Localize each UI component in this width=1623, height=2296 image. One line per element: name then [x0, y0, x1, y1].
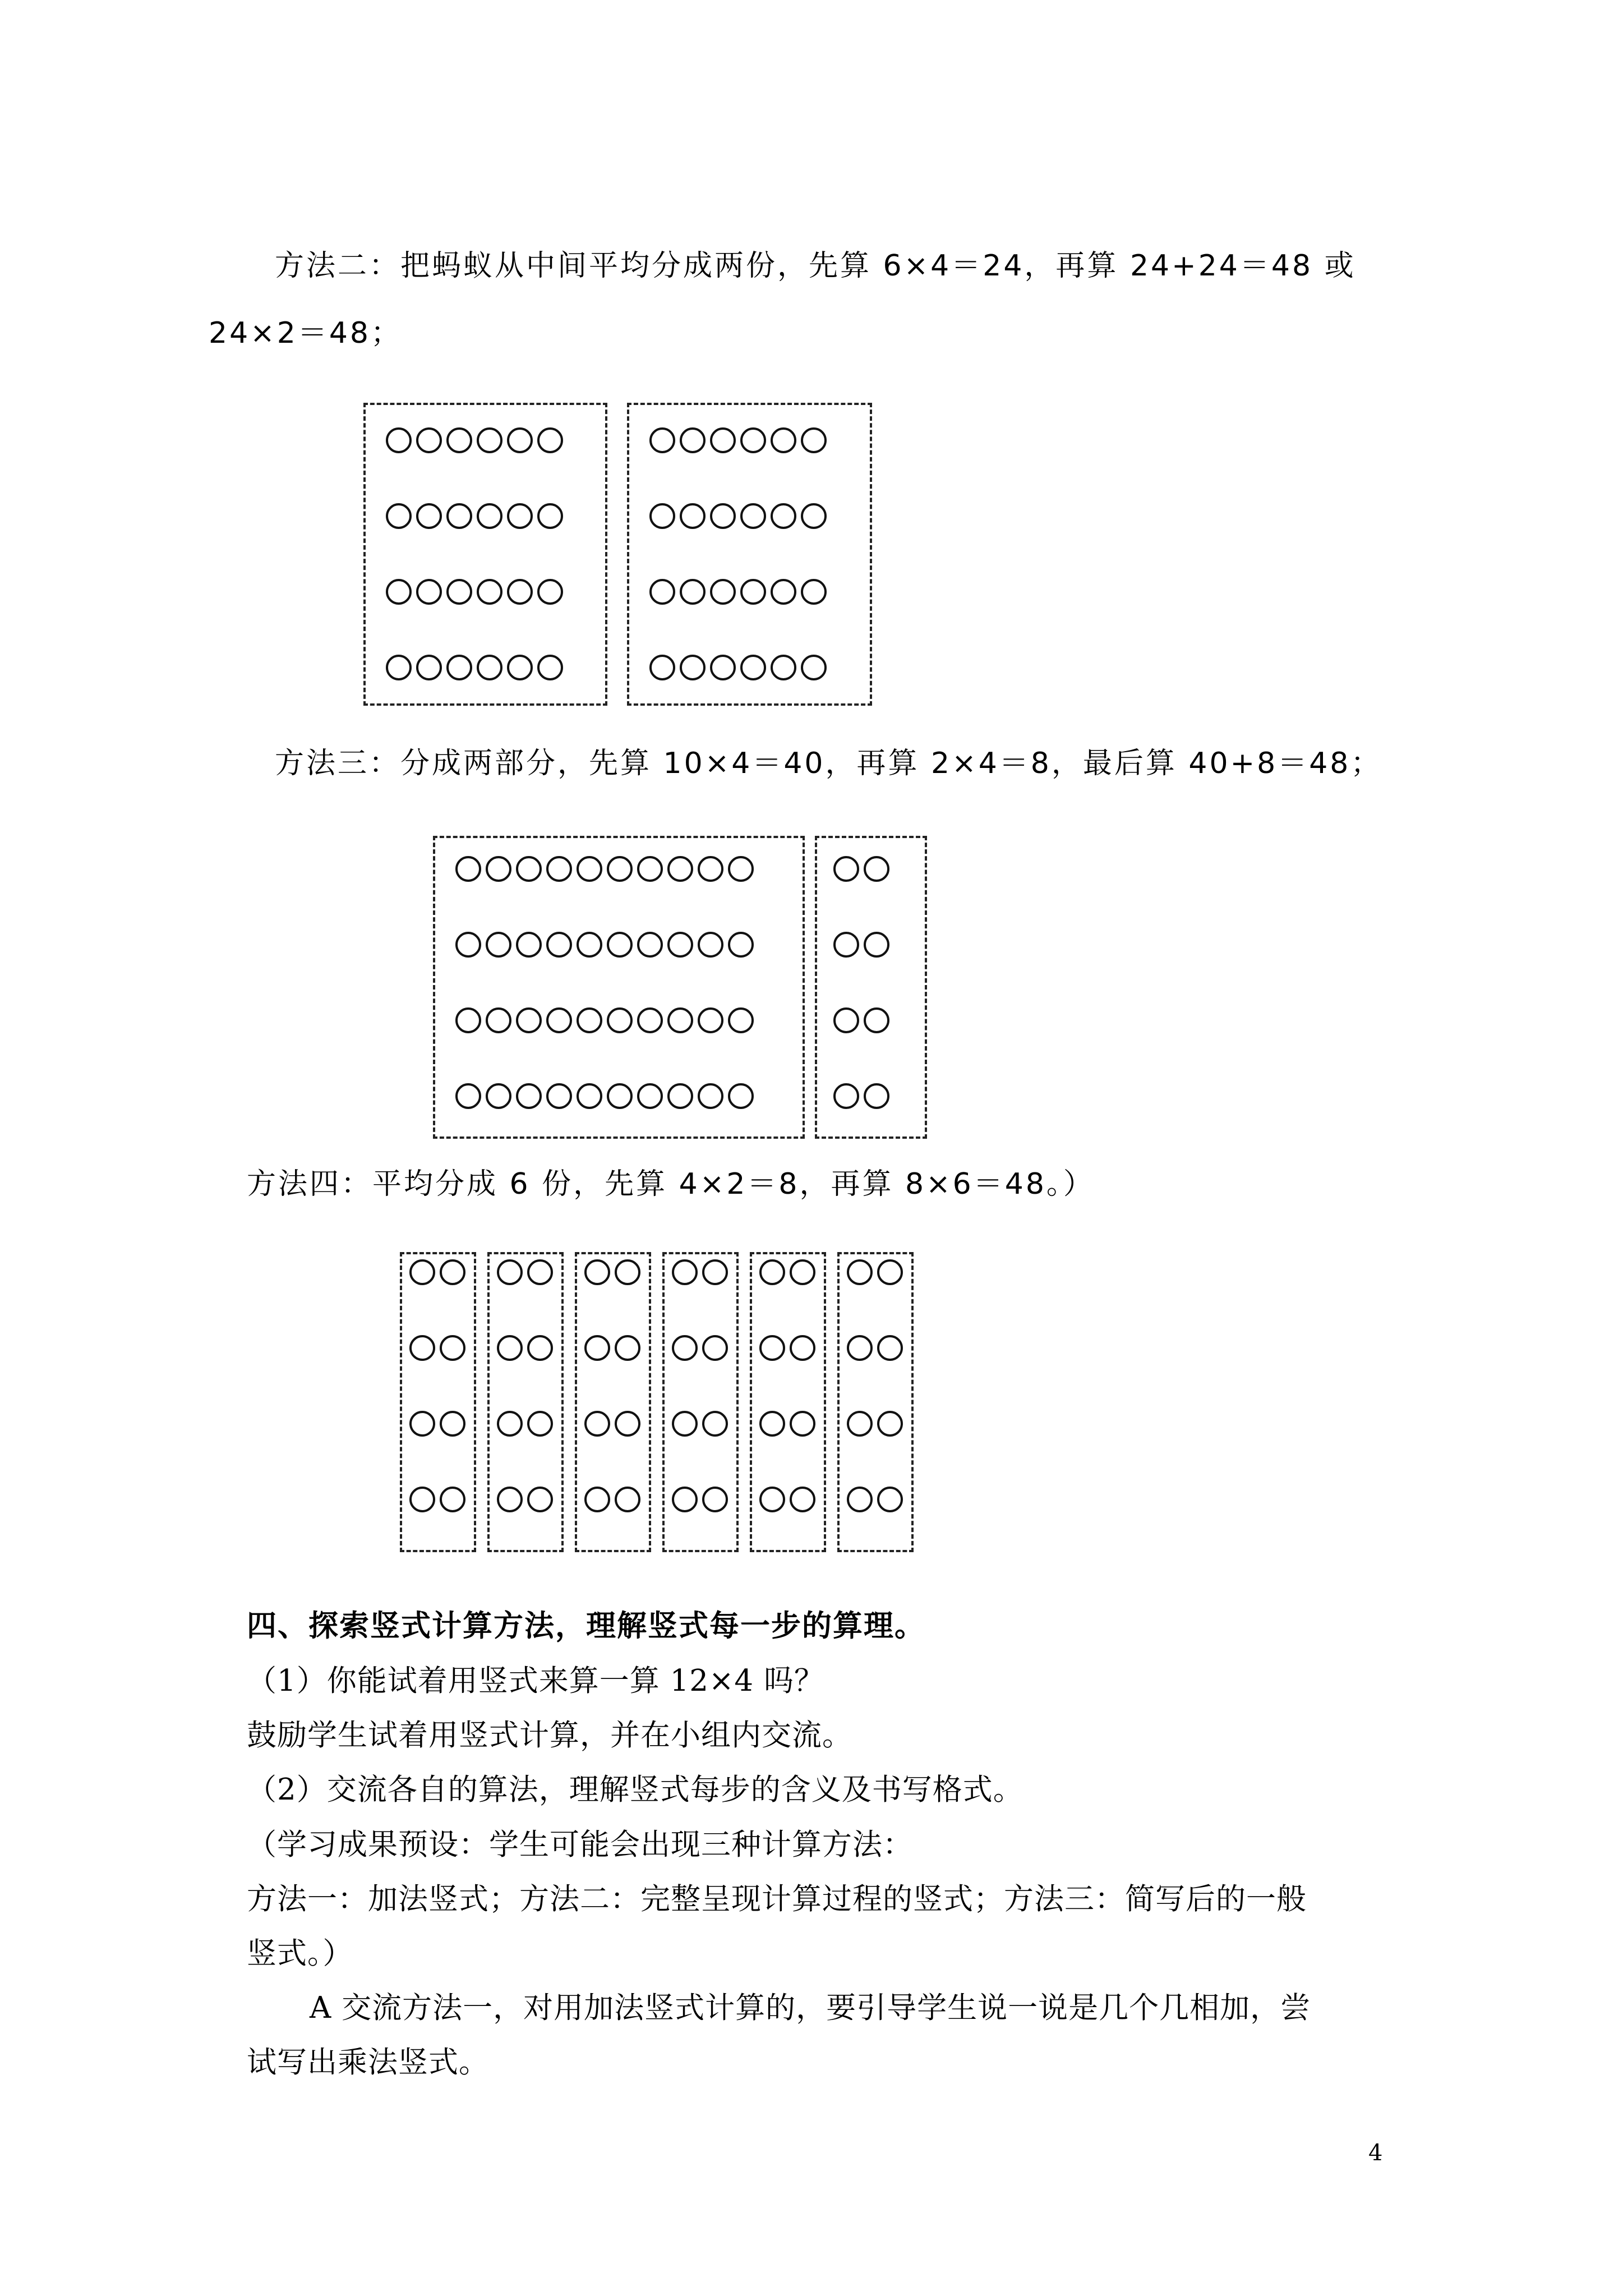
- method2-text-line2: 24×2＝48；: [209, 316, 402, 350]
- circle-row: [584, 1411, 640, 1437]
- circle-icon: [386, 503, 412, 529]
- circle-icon: [455, 932, 481, 958]
- circle-row: [386, 655, 563, 680]
- circle-row: [455, 932, 754, 958]
- circle-icon: [497, 1259, 523, 1285]
- circle-row: [833, 1007, 889, 1033]
- circle-icon: [446, 503, 472, 529]
- circle-icon: [637, 1007, 663, 1033]
- circle-icon: [833, 1007, 859, 1033]
- circle-icon: [759, 1487, 785, 1512]
- circle-row: [455, 1007, 754, 1033]
- circle-icon: [497, 1335, 523, 1361]
- circle-icon: [672, 1259, 698, 1285]
- circle-icon: [847, 1411, 873, 1437]
- circle-icon: [584, 1335, 610, 1361]
- section4-a-line1: A 交流方法一，对用加法竖式计算的，要引导学生说一说是几个几相加，尝: [310, 1991, 1311, 2025]
- circle-icon: [546, 932, 572, 958]
- method3-text: 方法三：分成两部分，先算 10×4＝40，再算 2×4＝8，最后算 40+8＝48；: [275, 747, 1382, 780]
- circle-icon: [698, 1007, 723, 1033]
- circle-icon: [637, 1083, 663, 1109]
- circle-icon: [584, 1411, 610, 1437]
- circle-icon: [416, 503, 442, 529]
- circle-icon: [771, 655, 796, 680]
- circle-icon: [486, 856, 511, 882]
- circle-row: [833, 932, 889, 958]
- circle-icon: [527, 1335, 553, 1361]
- circle-row: [672, 1411, 728, 1437]
- circle-icon: [698, 856, 723, 882]
- circle-icon: [477, 655, 502, 680]
- circle-icon: [728, 856, 754, 882]
- section4-heading: 四、探索竖式计算方法，理解竖式每一步的算理。: [247, 1609, 925, 1643]
- circle-icon: [577, 932, 602, 958]
- circle-icon: [546, 856, 572, 882]
- circle-row: [847, 1335, 903, 1361]
- circle-icon: [497, 1487, 523, 1512]
- circle-icon: [847, 1335, 873, 1361]
- circle-icon: [771, 427, 796, 453]
- circle-icon: [710, 503, 736, 529]
- circle-icon: [615, 1335, 640, 1361]
- circle-row: [672, 1259, 728, 1285]
- circle-row: [409, 1335, 465, 1361]
- circle-icon: [833, 1083, 859, 1109]
- circle-icon: [710, 427, 736, 453]
- circle-icon: [649, 655, 675, 680]
- circle-icon: [440, 1487, 465, 1512]
- circle-icon: [864, 1007, 889, 1033]
- circle-icon: [702, 1411, 728, 1437]
- circle-icon: [416, 427, 442, 453]
- circle-row: [409, 1411, 465, 1437]
- circle-row: [455, 856, 754, 882]
- section4-question-1: （1）你能试着用竖式来算一算 12×4 吗？: [247, 1664, 824, 1698]
- circle-icon: [607, 1007, 633, 1033]
- circle-icon: [507, 503, 533, 529]
- circle-icon: [649, 579, 675, 605]
- circle-icon: [386, 655, 412, 680]
- circle-icon: [386, 579, 412, 605]
- circle-row: [649, 655, 827, 680]
- circle-icon: [409, 1411, 435, 1437]
- method2-text-line1: 方法二：把蚂蚁从中间平均分成两份，先算 6×4＝24，再算 24+24＝48 或: [275, 249, 1356, 283]
- circle-row: [497, 1335, 553, 1361]
- circle-row: [759, 1259, 815, 1285]
- circle-icon: [615, 1411, 640, 1437]
- circle-row: [649, 427, 827, 453]
- circle-icon: [516, 1083, 542, 1109]
- circle-icon: [440, 1411, 465, 1437]
- circle-icon: [680, 427, 706, 453]
- circle-icon: [537, 579, 563, 605]
- circle-icon: [455, 1083, 481, 1109]
- circle-icon: [740, 427, 766, 453]
- circle-icon: [667, 1007, 693, 1033]
- circle-icon: [577, 856, 602, 882]
- circle-row: [386, 579, 563, 605]
- circle-icon: [486, 1007, 511, 1033]
- circle-icon: [864, 932, 889, 958]
- circle-icon: [507, 579, 533, 605]
- circle-icon: [702, 1487, 728, 1512]
- circle-icon: [637, 932, 663, 958]
- circle-icon: [527, 1487, 553, 1512]
- circle-icon: [477, 427, 502, 453]
- circle-icon: [710, 655, 736, 680]
- circle-row: [847, 1487, 903, 1512]
- circle-icon: [607, 932, 633, 958]
- circle-icon: [546, 1083, 572, 1109]
- circle-icon: [790, 1487, 815, 1512]
- circle-row: [497, 1259, 553, 1285]
- circle-icon: [446, 427, 472, 453]
- section4-question-1-desc: 鼓励学生试着用竖式计算，并在小组内交流。: [247, 1718, 852, 1752]
- circle-icon: [759, 1259, 785, 1285]
- circle-icon: [801, 655, 827, 680]
- circle-icon: [584, 1259, 610, 1285]
- circle-icon: [790, 1335, 815, 1361]
- circle-icon: [702, 1259, 728, 1285]
- circle-icon: [416, 579, 442, 605]
- circle-icon: [833, 932, 859, 958]
- circle-icon: [615, 1487, 640, 1512]
- circle-row: [672, 1335, 728, 1361]
- circle-icon: [864, 856, 889, 882]
- circle-icon: [577, 1007, 602, 1033]
- circle-row: [497, 1411, 553, 1437]
- circle-icon: [486, 1083, 511, 1109]
- circle-row: [386, 503, 563, 529]
- circle-icon: [740, 579, 766, 605]
- circle-icon: [409, 1335, 435, 1361]
- circle-icon: [877, 1411, 903, 1437]
- circle-icon: [477, 503, 502, 529]
- circle-icon: [607, 1083, 633, 1109]
- circle-icon: [455, 856, 481, 882]
- circle-row: [833, 1083, 889, 1109]
- circle-icon: [516, 856, 542, 882]
- circle-icon: [702, 1335, 728, 1361]
- circle-icon: [771, 579, 796, 605]
- circle-icon: [790, 1259, 815, 1285]
- circle-icon: [672, 1411, 698, 1437]
- circle-icon: [649, 427, 675, 453]
- circle-icon: [680, 655, 706, 680]
- circle-icon: [740, 503, 766, 529]
- circle-row: [759, 1335, 815, 1361]
- circle-icon: [516, 932, 542, 958]
- section4-a-line2: 试写出乘法竖式。: [247, 2045, 489, 2079]
- circle-icon: [877, 1487, 903, 1512]
- section4-methods-line2: 竖式。）: [247, 1936, 353, 1971]
- circle-icon: [537, 427, 563, 453]
- circle-row: [833, 856, 889, 882]
- circle-icon: [607, 856, 633, 882]
- circle-row: [386, 427, 563, 453]
- circle-icon: [728, 1007, 754, 1033]
- circle-row: [649, 579, 827, 605]
- circle-icon: [771, 503, 796, 529]
- circle-icon: [801, 503, 827, 529]
- circle-row: [409, 1259, 465, 1285]
- circle-icon: [864, 1083, 889, 1109]
- circle-icon: [728, 932, 754, 958]
- circle-icon: [728, 1083, 754, 1109]
- circle-icon: [649, 503, 675, 529]
- circle-icon: [440, 1259, 465, 1285]
- circle-icon: [577, 1083, 602, 1109]
- circle-icon: [672, 1335, 698, 1361]
- circle-icon: [416, 655, 442, 680]
- circle-row: [672, 1487, 728, 1512]
- circle-icon: [615, 1259, 640, 1285]
- circle-icon: [409, 1487, 435, 1512]
- circle-icon: [698, 1083, 723, 1109]
- circle-icon: [497, 1411, 523, 1437]
- circle-icon: [446, 579, 472, 605]
- circle-icon: [680, 503, 706, 529]
- circle-icon: [507, 655, 533, 680]
- circle-icon: [698, 932, 723, 958]
- circle-icon: [801, 427, 827, 453]
- method4-text: 方法四：平均分成 6 份，先算 4×2＝8，再算 8×6＝48。）: [247, 1167, 1095, 1201]
- circle-icon: [667, 932, 693, 958]
- circle-icon: [667, 1083, 693, 1109]
- circle-icon: [446, 655, 472, 680]
- circle-row: [584, 1259, 640, 1285]
- circle-icon: [801, 579, 827, 605]
- circle-icon: [790, 1411, 815, 1437]
- circle-icon: [710, 579, 736, 605]
- circle-icon: [877, 1259, 903, 1285]
- circle-row: [497, 1487, 553, 1512]
- circle-icon: [584, 1487, 610, 1512]
- circle-icon: [477, 579, 502, 605]
- circle-icon: [740, 655, 766, 680]
- circle-icon: [455, 1007, 481, 1033]
- circle-icon: [527, 1259, 553, 1285]
- circle-icon: [537, 503, 563, 529]
- circle-row: [847, 1259, 903, 1285]
- circle-icon: [637, 856, 663, 882]
- section4-methods-line1: 方法一：加法竖式；方法二：完整呈现计算过程的竖式；方法三：简写后的一般: [247, 1882, 1307, 1916]
- section4-preset: （学习成果预设：学生可能会出现三种计算方法：: [247, 1828, 913, 1862]
- page-number: 4: [1368, 2140, 1383, 2166]
- circle-icon: [680, 579, 706, 605]
- circle-icon: [440, 1335, 465, 1361]
- circle-icon: [527, 1411, 553, 1437]
- circle-row: [759, 1411, 815, 1437]
- circle-icon: [507, 427, 533, 453]
- circle-icon: [833, 856, 859, 882]
- circle-row: [584, 1487, 640, 1512]
- circle-row: [759, 1487, 815, 1512]
- circle-icon: [516, 1007, 542, 1033]
- section4-question-2: （2）交流各自的算法，理解竖式每步的含义及书写格式。: [247, 1773, 1023, 1807]
- circle-icon: [877, 1335, 903, 1361]
- circle-icon: [486, 932, 511, 958]
- circle-icon: [759, 1335, 785, 1361]
- circle-row: [409, 1487, 465, 1512]
- circle-icon: [847, 1259, 873, 1285]
- circle-icon: [672, 1487, 698, 1512]
- circle-icon: [546, 1007, 572, 1033]
- circle-row: [455, 1083, 754, 1109]
- circle-icon: [386, 427, 412, 453]
- circle-icon: [847, 1487, 873, 1512]
- circle-row: [847, 1411, 903, 1437]
- circle-icon: [759, 1411, 785, 1437]
- circle-row: [649, 503, 827, 529]
- circle-icon: [409, 1259, 435, 1285]
- circle-icon: [667, 856, 693, 882]
- circle-icon: [537, 655, 563, 680]
- circle-row: [584, 1335, 640, 1361]
